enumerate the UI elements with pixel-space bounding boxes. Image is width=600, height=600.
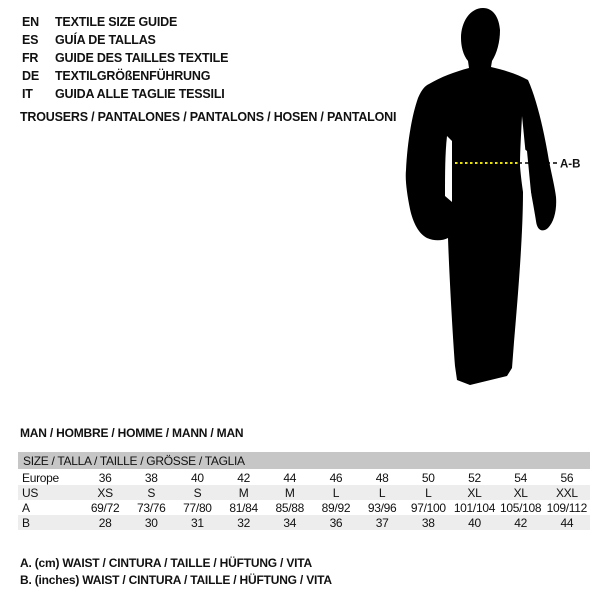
size-cell: 36 xyxy=(329,515,343,530)
language-label: TEXTILGRÖßENFÜHRUNG xyxy=(55,69,211,83)
size-cell: 38 xyxy=(421,515,435,530)
language-row xyxy=(22,13,228,31)
size-cell: 97/100 xyxy=(410,500,446,515)
size-cell: 31 xyxy=(191,515,204,530)
size-cell: M xyxy=(284,485,295,500)
size-cell: 40 xyxy=(468,515,481,530)
size-cell: 50 xyxy=(421,470,435,485)
size-cell: 30 xyxy=(144,515,158,530)
size-cell: 32 xyxy=(237,515,250,530)
table-row xyxy=(18,470,590,486)
size-cell: L xyxy=(378,485,386,500)
language-code: FR xyxy=(22,51,39,65)
language-code: EN xyxy=(22,15,39,29)
size-cell: S xyxy=(193,485,202,500)
measure-label: A-B xyxy=(560,158,581,171)
size-cell: XL xyxy=(467,485,482,500)
size-cell: 101/104 xyxy=(453,500,496,515)
size-cell: XS xyxy=(97,485,113,500)
table-row xyxy=(18,500,590,515)
table-row xyxy=(18,515,590,530)
language-code: IT xyxy=(22,87,33,101)
language-list xyxy=(22,13,228,103)
size-cell: 46 xyxy=(329,470,343,485)
size-cell: 37 xyxy=(375,515,389,530)
language-label: GUÍA DE TALLAS xyxy=(55,33,156,47)
footnote-b: B. (inches) WAIST / CINTURA / TAILLE / HÜFTUNG / VITA xyxy=(20,572,332,587)
size-cell: 73/76 xyxy=(136,500,166,515)
size-cell: S xyxy=(147,485,156,500)
size-cell: 48 xyxy=(375,470,389,485)
size-cell: M xyxy=(238,485,249,500)
man-silhouette-figure xyxy=(390,0,590,400)
size-cell: 93/96 xyxy=(367,500,397,515)
row-label: B xyxy=(22,515,30,530)
size-cell: 28 xyxy=(98,515,112,530)
table-row xyxy=(18,485,590,500)
language-code: ES xyxy=(22,33,39,47)
language-label: GUIDE DES TAILLES TEXTILE xyxy=(55,51,229,65)
size-table xyxy=(18,452,590,530)
size-cell: 44 xyxy=(283,470,297,485)
language-code: DE xyxy=(22,69,39,83)
language-label: GUIDA ALLE TAGLIE TESSILI xyxy=(55,87,225,101)
language-row xyxy=(22,85,228,103)
size-table-body xyxy=(18,452,590,530)
size-cell: 34 xyxy=(283,515,297,530)
row-label: US xyxy=(22,485,39,500)
language-row xyxy=(22,31,228,49)
row-label: A xyxy=(22,500,30,515)
size-cell: 85/88 xyxy=(275,500,305,515)
size-cell: 52 xyxy=(468,470,481,485)
size-cell: 105/108 xyxy=(499,500,542,515)
language-row xyxy=(22,67,228,85)
language-row xyxy=(22,49,228,67)
gender-section-title: MAN / HOMBRE / HOMME / MANN / MAN xyxy=(20,426,244,440)
size-cell: 40 xyxy=(191,470,204,485)
size-cell: 77/80 xyxy=(183,500,212,515)
row-label: Europe xyxy=(22,470,59,485)
size-cell: 38 xyxy=(144,470,158,485)
size-cell: 109/112 xyxy=(546,500,588,515)
garment-title: TROUSERS / PANTALONES / PANTALONS / HOSEN / PANTALONI xyxy=(20,110,397,124)
size-cell: L xyxy=(332,485,340,500)
size-cell: 42 xyxy=(237,470,250,485)
size-cell: 36 xyxy=(98,470,112,485)
size-cell: 54 xyxy=(514,470,527,485)
size-cell: 89/92 xyxy=(321,500,351,515)
size-cell: 81/84 xyxy=(229,500,258,515)
footnote-a: A. (cm) WAIST / CINTURA / TAILLE / HÜFTUNG / VITA xyxy=(20,556,312,570)
size-cell: 56 xyxy=(560,470,574,485)
size-cell: XL xyxy=(513,485,528,500)
footnotes xyxy=(20,555,332,588)
size-cell: 44 xyxy=(560,515,574,530)
size-cell: 69/72 xyxy=(90,500,120,515)
language-label: TEXTILE SIZE GUIDE xyxy=(55,15,178,29)
size-cell: XXL xyxy=(555,485,578,500)
size-cell: L xyxy=(425,485,432,500)
size-cell: 42 xyxy=(514,515,527,530)
man-silhouette xyxy=(406,8,556,385)
table-header-label: SIZE / TALLA / TAILLE / GRÖSSE / TAGLIA xyxy=(18,452,590,470)
table-header-row xyxy=(18,452,590,470)
